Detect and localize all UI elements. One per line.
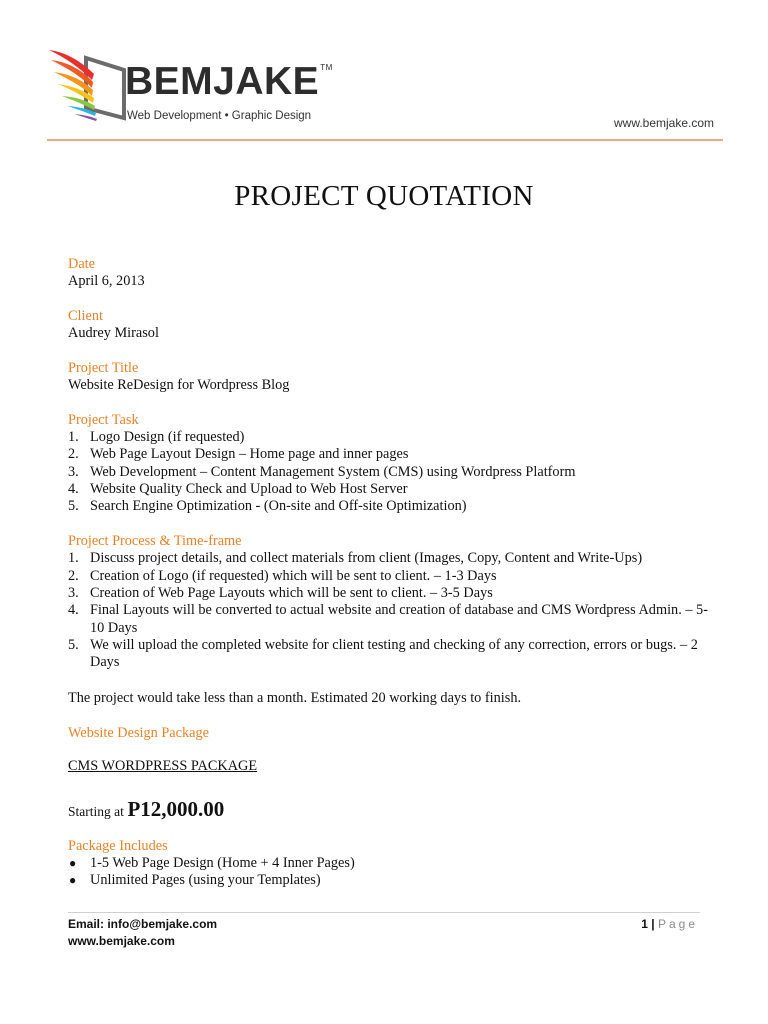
date-label: Date: [68, 256, 95, 272]
client-label: Client: [68, 308, 103, 324]
list-item: [68, 637, 708, 672]
bullet-icon: ●: [69, 855, 77, 870]
list-item: [68, 429, 708, 446]
list-item: [68, 550, 708, 567]
includes-label: Package Includes: [68, 837, 168, 854]
page-separator: |: [651, 917, 655, 931]
list-item-text: Logo Design (if requested): [90, 429, 245, 445]
project-task-list: [68, 429, 708, 515]
project-process-section: [68, 533, 708, 671]
project-task-section: [68, 412, 708, 515]
list-item-text: Search Engine Optimization - (On-site and Off-site Optimization): [90, 498, 467, 515]
list-item: [68, 585, 708, 602]
date-section: [68, 256, 708, 290]
header-divider: [47, 139, 723, 141]
list-item-text: Creation of Web Page Layouts which will be sent to client. – 3-5 Days: [90, 585, 493, 602]
list-number: 3.: [68, 463, 79, 480]
date-value: April 6, 2013: [68, 273, 145, 289]
page-number: 1: [641, 917, 648, 931]
project-title-section: [68, 360, 708, 394]
package-name: CMS WORDPRESS PACKAGE: [68, 757, 258, 774]
price-label: Starting at: [68, 803, 124, 819]
price-row: [68, 797, 708, 824]
list-item: [68, 498, 708, 515]
project-process-list: [68, 550, 708, 671]
includes-list: [68, 855, 708, 890]
list-item: [68, 464, 708, 481]
list-item-text: Unlimited Pages (using your Templates): [90, 872, 321, 889]
list-number: 3.: [68, 585, 79, 602]
project-task-label: Project Task: [68, 412, 139, 428]
page-indicator: [641, 917, 698, 931]
brand-name: BEMJAKE™: [125, 60, 333, 103]
page-word: Page: [657, 917, 698, 931]
list-number: 1.: [68, 550, 79, 567]
quotation-body: [68, 256, 708, 890]
list-item: [68, 568, 708, 585]
list-item-text: 1-5 Web Page Design (Home + 4 Inner Pages): [90, 854, 355, 871]
list-item-text: Final Layouts will be converted to actual website and creation of database and CMS Wordpress Admin. – 5-10 Days: [90, 602, 708, 636]
footer-website[interactable]: www.bemjake.com: [68, 934, 175, 948]
list-number: 5.: [68, 498, 79, 515]
list-item-text: Web Development – Content Management System (CMS) using Wordpress Platform: [90, 463, 576, 480]
price-value: P12,000.00: [127, 796, 225, 821]
footer-email[interactable]: Email: info@bemjake.com: [68, 917, 218, 931]
list-item-text: We will upload the completed website for client testing and checking of any correction, errors or bugs. – 2 Days: [90, 636, 698, 671]
client-value: Audrey Mirasol: [68, 325, 159, 341]
list-item: [68, 602, 708, 637]
list-item-text: Web Page Layout Design – Home page and inner pages: [90, 446, 409, 463]
project-title-label: Project Title: [68, 360, 139, 376]
bullet-icon: ●: [69, 873, 77, 888]
document-title: PROJECT QUOTATION: [234, 180, 534, 212]
timeline-summary: The project would take less than a month. Estimated 20 working days to finish.: [68, 689, 522, 706]
list-item-text: Creation of Logo (if requested) which will be sent to client. – 1-3 Days: [90, 567, 497, 584]
list-number: 5.: [68, 636, 79, 653]
list-item: [68, 855, 708, 873]
project-title-value: Website ReDesign for Wordpress Blog: [68, 377, 290, 393]
list-item: [68, 446, 708, 463]
client-section: [68, 308, 708, 342]
footer-divider: [68, 912, 700, 913]
package-label: Website Design Package: [68, 724, 209, 741]
list-number: 4.: [68, 480, 79, 497]
list-number: 4.: [68, 602, 79, 619]
project-process-label: Project Process & Time-frame: [68, 533, 242, 550]
list-item-text: Website Quality Check and Upload to Web Host Server: [90, 480, 408, 497]
list-item: [68, 481, 708, 498]
list-number: 2.: [68, 567, 79, 584]
header-website-link[interactable]: www.bemjake.com: [614, 116, 715, 130]
list-item-text: Discuss project details, and collect materials from client (Images, Copy, Content and Write-Ups): [90, 550, 643, 567]
trademark-mark: TM: [320, 63, 333, 72]
list-item: [68, 872, 708, 890]
list-number: 2.: [68, 446, 79, 463]
brand-tagline: Web Development • Graphic Design: [127, 110, 312, 122]
list-number: 1.: [68, 429, 79, 445]
